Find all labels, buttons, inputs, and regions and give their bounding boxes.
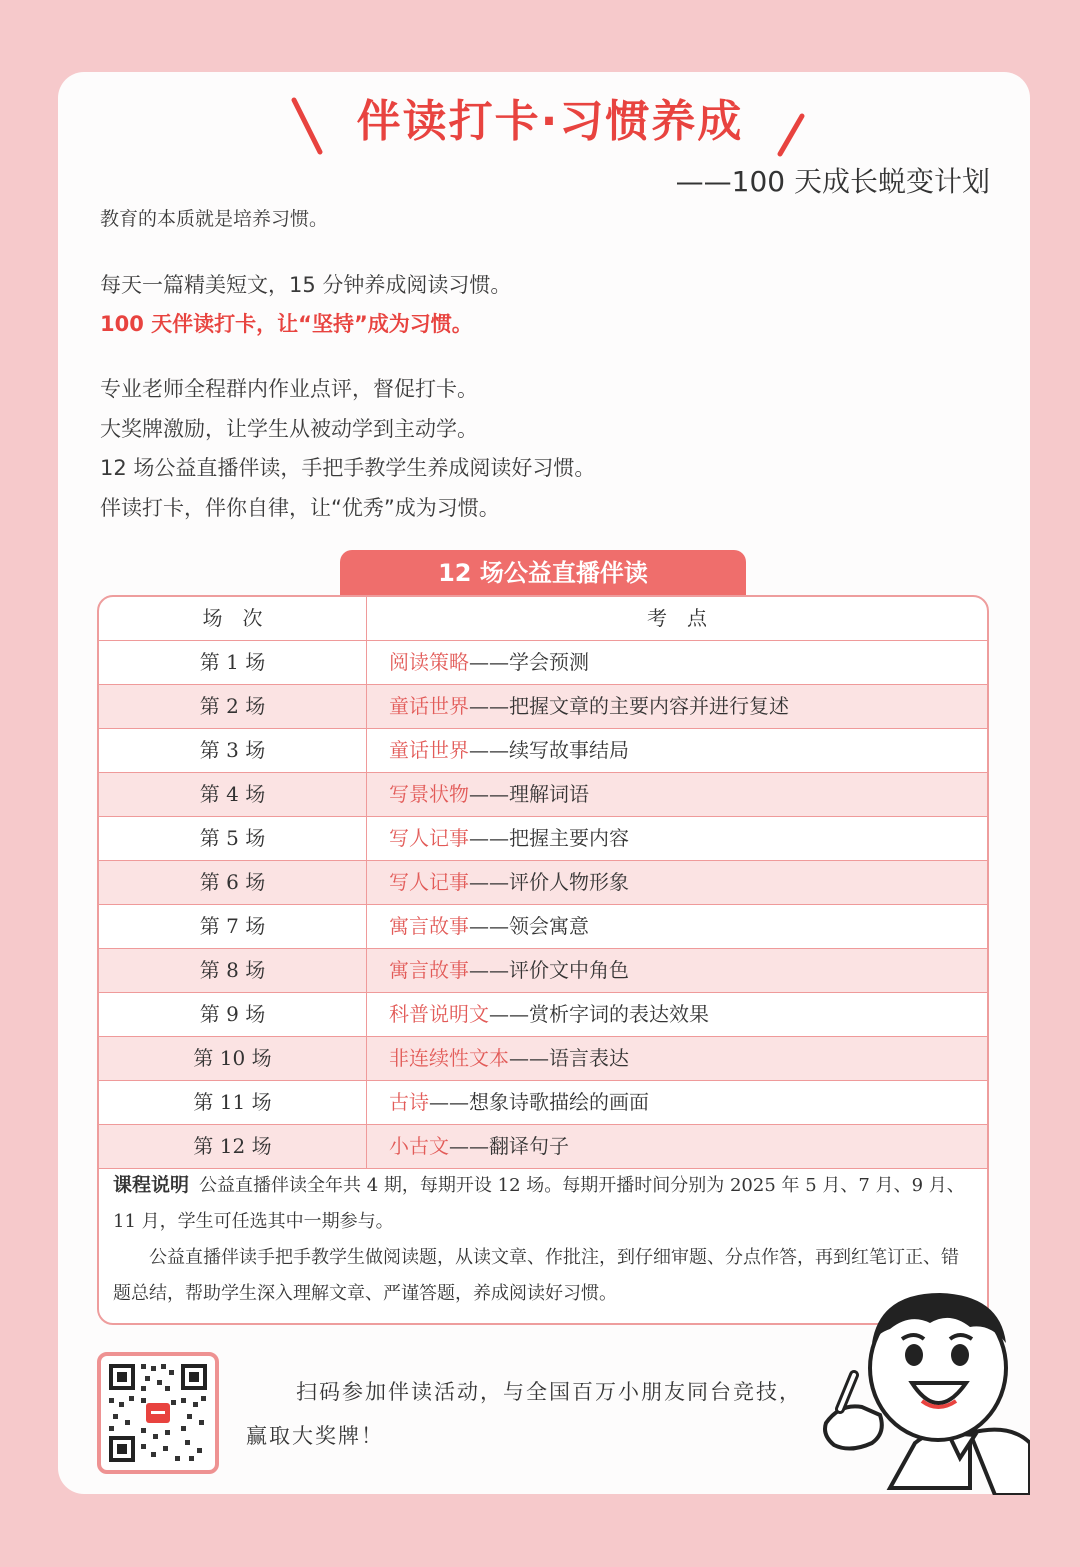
intro-line-2: 每天一篇精美短文，15 分钟养成阅读习惯。 [100, 273, 512, 297]
table-row [99, 861, 987, 905]
topic-detail: ——评价人物形象 [469, 870, 629, 894]
topic-cell [389, 1037, 629, 1080]
topic-cell [389, 993, 709, 1036]
slash-left-icon [288, 92, 328, 158]
page-title: 伴读打卡·习惯养成 [356, 96, 744, 147]
table-row [99, 1037, 987, 1081]
topic-cell [389, 817, 629, 860]
table-row [99, 905, 987, 949]
topic-cell [389, 773, 589, 816]
qr-code[interactable] [97, 1352, 219, 1474]
topic-cell [389, 1081, 649, 1124]
topic-name: 阅读策略 [389, 650, 469, 674]
table-row [99, 729, 987, 773]
session-cell: 第 12 场 [99, 1125, 367, 1168]
topic-cell [389, 1125, 569, 1168]
session-cell: 第 2 场 [99, 685, 367, 728]
notes-text-2: 公益直播伴读手把手教学生做阅读题，从读文章、作批注，到仔细审题、分点作答，再到红笔订正、错题总结，帮助学生深入理解文章、严谨答题，养成阅读好习惯。 [113, 1247, 959, 1304]
notes-text-1: 公益直播伴读全年共 4 期，每期开设 12 场。每期开播时间分别为 2025 年 5 月、7 月、9 月、11 月，学生可任选其中一期参与。 [113, 1175, 965, 1232]
topic-detail: ——评价文中角色 [469, 958, 629, 982]
topic-detail: ——想象诗歌描绘的画面 [429, 1090, 649, 1114]
topic-detail: ——理解词语 [469, 782, 589, 806]
topic-name: 寓言故事 [389, 914, 469, 938]
topic-detail: ——赏析字词的表达效果 [489, 1002, 709, 1026]
notes-label: 课程说明 [113, 1174, 190, 1196]
col-header-topic: 考 点 [647, 606, 707, 630]
session-cell: 第 7 场 [99, 905, 367, 948]
intro-line-1: 教育的本质就是培养习惯。 [100, 208, 329, 230]
col-header-session: 场 次 [99, 597, 367, 640]
cta-line-2: 赢取大奖牌！ [246, 1424, 384, 1448]
session-cell: 第 9 场 [99, 993, 367, 1036]
qr-code-icon [101, 1356, 215, 1470]
session-cell: 第 10 场 [99, 1037, 367, 1080]
cta-line-1: 扫码参加伴读活动，与全国百万小朋友同台竞技， [296, 1380, 802, 1404]
intro-line-3: 100 天伴读打卡，让“坚持”成为习惯。 [100, 312, 473, 336]
topic-detail: ——领会寓意 [469, 914, 589, 938]
session-cell: 第 1 场 [99, 641, 367, 684]
session-cell: 第 11 场 [99, 1081, 367, 1124]
topic-detail: ——把握主要内容 [469, 826, 629, 850]
session-cell: 第 3 场 [99, 729, 367, 772]
topic-name: 非连续性文本 [389, 1046, 509, 1070]
session-cell: 第 8 场 [99, 949, 367, 992]
topic-name: 古诗 [389, 1090, 429, 1114]
intro-line-5: 大奖牌激励，让学生从被动学到主动学。 [100, 417, 478, 441]
table-header-row [99, 597, 987, 641]
page-subtitle: ——100 天成长蜕变计划 [675, 165, 990, 198]
session-cell: 第 6 场 [99, 861, 367, 904]
intro-line-4: 专业老师全程群内作业点评，督促打卡。 [100, 377, 478, 401]
topic-cell [389, 641, 589, 684]
topic-cell [389, 729, 629, 772]
topic-name: 写景状物 [389, 782, 469, 806]
topic-name: 写人记事 [389, 826, 469, 850]
topic-name: 写人记事 [389, 870, 469, 894]
session-cell: 第 5 场 [99, 817, 367, 860]
table-row [99, 773, 987, 817]
topic-cell [389, 905, 589, 948]
table-row [99, 817, 987, 861]
table-row [99, 949, 987, 993]
topic-name: 寓言故事 [389, 958, 469, 982]
notes-paragraph-1 [113, 1167, 975, 1240]
table-row [99, 993, 987, 1037]
topic-name: 童话世界 [389, 694, 469, 718]
session-cell: 第 4 场 [99, 773, 367, 816]
table-row [99, 685, 987, 729]
slash-right-icon [770, 92, 810, 158]
topic-detail: ——翻译句子 [449, 1134, 569, 1158]
table-row [99, 1081, 987, 1125]
topic-detail: ——续写故事结局 [469, 738, 629, 762]
table-row [99, 1125, 987, 1169]
title-block [0, 92, 1080, 162]
cartoon-boy-pointing-icon [820, 1283, 1030, 1495]
table-row [99, 641, 987, 685]
schedule-table [97, 595, 989, 1325]
topic-name: 科普说明文 [389, 1002, 489, 1026]
topic-cell [389, 861, 629, 904]
topic-cell [389, 949, 629, 992]
table-tab: 12 场公益直播伴读 [340, 550, 746, 596]
topic-detail: ——语言表达 [509, 1046, 629, 1070]
topic-detail: ——把握文章的主要内容并进行复述 [469, 694, 789, 718]
intro-line-7: 伴读打卡，伴你自律，让“优秀”成为习惯。 [100, 496, 500, 520]
topic-cell [389, 685, 789, 728]
topic-detail: ——学会预测 [469, 650, 589, 674]
topic-name: 童话世界 [389, 738, 469, 762]
topic-name: 小古文 [389, 1134, 449, 1158]
intro-line-6: 12 场公益直播伴读，手把手教学生养成阅读好习惯。 [100, 456, 596, 480]
